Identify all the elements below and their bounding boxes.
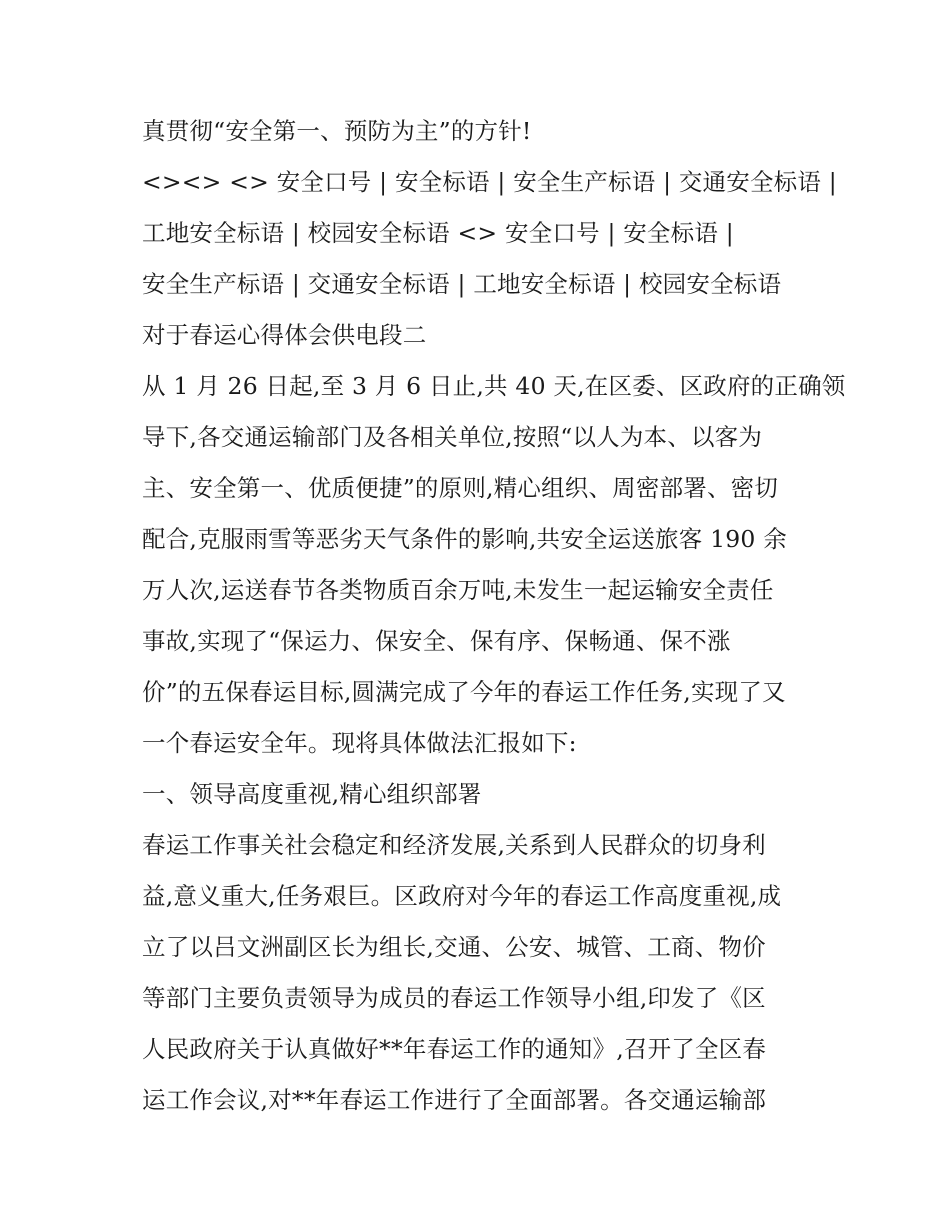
text-line: 主、安全第一、优质便捷”的原则,精心组织、周密部署、密切 (142, 474, 779, 502)
text-line: 春运工作事关社会稳定和经济发展,关系到人民群众的切身利 (142, 831, 766, 859)
text-line: 一个春运安全年。现将具体做法汇报如下: (142, 729, 577, 757)
text-line: 配合,克服雨雪等恶劣天气条件的影响,共安全运送旅客 190 余 (142, 525, 787, 553)
text-line: 运工作会议,对**年春运工作进行了全面部署。各交通运输部 (142, 1086, 767, 1114)
text-line: 从 1 月 26 日起,至 3 月 6 日止,共 40 天,在区委、区政府的正确领 (142, 372, 846, 400)
text-line: 工地安全标语 | 校园安全标语 <> 安全口号 | 安全标语 | (142, 219, 734, 247)
text-line: 益,意义重大,任务艰巨。区政府对今年的春运工作高度重视,成 (142, 882, 782, 910)
text-line: 真贯彻“安全第一、预防为主”的方针! (142, 117, 532, 145)
text-line: 价”的五保春运目标,圆满完成了今年的春运工作任务,实现了又 (142, 678, 786, 706)
document-body (142, 106, 846, 1126)
text-line: 等部门主要负责领导为成员的春运工作领导小组,印发了《区 (142, 984, 766, 1012)
text-line: 事故,实现了“保运力、保安全、保有序、保畅通、保不涨 (142, 627, 731, 655)
text-line: <><> <> 安全口号 | 安全标语 | 安全生产标语 | 交通安全标语 | (142, 168, 837, 196)
text-line: 人民政府关于认真做好**年春运工作的通知》,召开了全区春 (142, 1035, 767, 1063)
text-line: 导下,各交通运输部门及各相关单位,按照“以人为本、以客为 (142, 423, 763, 451)
text-line: 万人次,运送春节各类物质百余万吨,未发生一起运输安全责任 (142, 576, 774, 604)
section-heading: 对于春运心得体会供电段二 (142, 321, 427, 349)
section-heading: 一、领导高度重视,精心组织部署 (142, 780, 482, 808)
text-line: 安全生产标语 | 交通安全标语 | 工地安全标语 | 校园安全标语 (142, 270, 782, 298)
text-line: 立了以吕文洲副区长为组长,交通、公安、城管、工商、物价 (142, 933, 766, 961)
